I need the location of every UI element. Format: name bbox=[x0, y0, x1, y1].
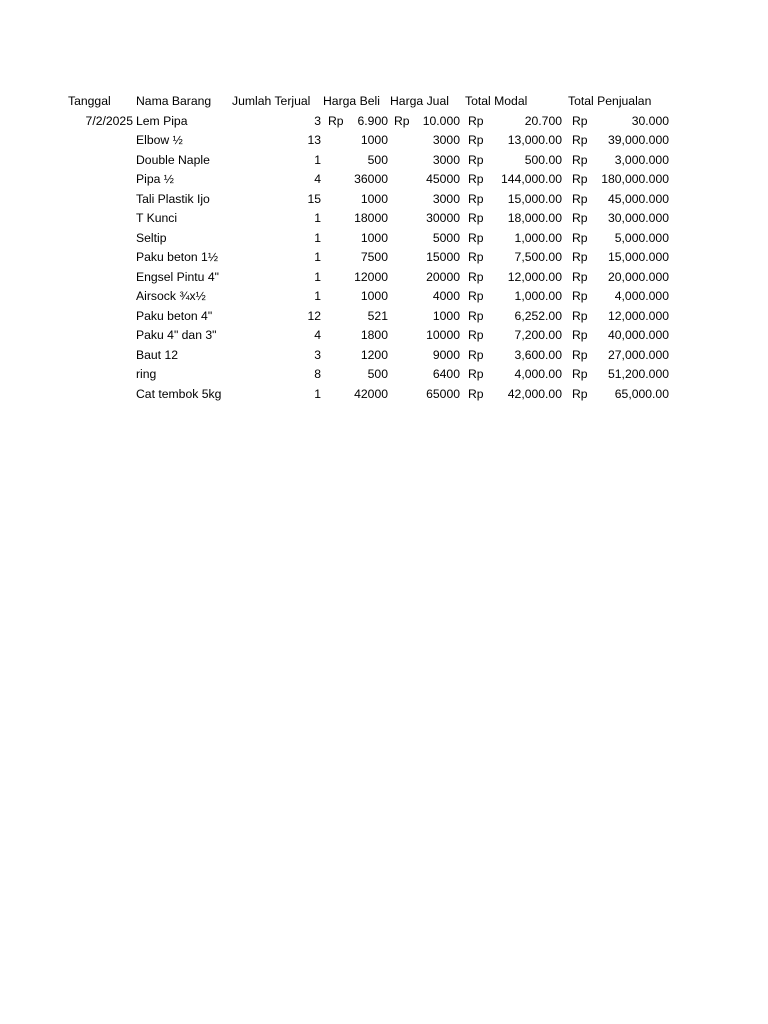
cell-jumlah-terjual: 4 bbox=[314, 328, 321, 342]
cell-total-modal: 1,000.00 bbox=[514, 230, 562, 245]
cell-total-modal: 6,252.00 bbox=[514, 308, 562, 323]
cell-currency-penjualan: Rp bbox=[572, 113, 588, 128]
cell-nama-barang: Lem Pipa bbox=[136, 113, 188, 128]
cell-nama-barang: Paku beton 1½ bbox=[136, 250, 218, 264]
cell-currency-modal: Rp bbox=[468, 289, 484, 303]
cell-currency-penjualan: Rp bbox=[572, 133, 588, 147]
cell-harga-jual: 15000 bbox=[426, 250, 460, 264]
cell-total-modal: 4,000.00 bbox=[514, 367, 562, 381]
cell-total-modal: 42,000.00 bbox=[507, 386, 562, 401]
cell-nama-barang: Seltip bbox=[136, 230, 167, 245]
table-row bbox=[0, 190, 768, 210]
cell-harga-beli: 6.900 bbox=[357, 113, 388, 128]
cell-total-penjualan: 180,000.000 bbox=[601, 172, 669, 186]
cell-currency-penjualan: Rp bbox=[572, 328, 588, 342]
cell-currency-penjualan: Rp bbox=[572, 347, 588, 362]
cell-nama-barang: ring bbox=[136, 367, 157, 381]
header-nama-barang: Nama Barang bbox=[136, 94, 212, 108]
cell-total-penjualan: 12,000.000 bbox=[608, 308, 669, 323]
cell-jumlah-terjual: 4 bbox=[314, 172, 321, 186]
cell-harga-beli: 18000 bbox=[354, 211, 388, 225]
cell-currency-modal: Rp bbox=[468, 269, 484, 284]
cell-currency-beli: Rp bbox=[328, 113, 344, 128]
cell-total-penjualan: 51,200.000 bbox=[608, 367, 669, 381]
cell-total-penjualan: 15,000.000 bbox=[608, 250, 669, 264]
cell-currency-modal: Rp bbox=[468, 113, 484, 128]
table-row bbox=[0, 229, 768, 249]
table-row bbox=[0, 170, 768, 190]
cell-jumlah-terjual: 1 bbox=[314, 230, 321, 245]
cell-harga-jual: 9000 bbox=[432, 347, 460, 362]
cell-total-penjualan: 5,000.000 bbox=[614, 230, 669, 245]
cell-jumlah-terjual: 15 bbox=[307, 191, 321, 206]
cell-harga-jual: 10.000 bbox=[422, 113, 460, 128]
header-total-penjualan: Total Penjualan bbox=[568, 94, 652, 108]
header-harga-jual: Harga Jual bbox=[390, 94, 449, 108]
cell-harga-beli: 1000 bbox=[360, 133, 388, 147]
cell-currency-penjualan: Rp bbox=[572, 308, 588, 323]
cell-total-modal: 20.700 bbox=[524, 113, 562, 128]
cell-nama-barang: Paku 4" dan 3" bbox=[136, 328, 217, 342]
cell-currency-modal: Rp bbox=[468, 347, 484, 362]
sales-table bbox=[0, 92, 768, 404]
cell-harga-jual: 3000 bbox=[432, 133, 460, 147]
cell-currency-modal: Rp bbox=[468, 230, 484, 245]
cell-total-modal: 13,000.00 bbox=[507, 133, 562, 147]
table-row bbox=[0, 307, 768, 327]
cell-nama-barang: Cat tembok 5kg bbox=[136, 386, 222, 401]
cell-harga-jual: 4000 bbox=[432, 289, 460, 303]
cell-harga-beli: 1000 bbox=[360, 289, 388, 303]
cell-harga-beli: 500 bbox=[367, 152, 388, 167]
cell-nama-barang: Engsel Pintu 4" bbox=[136, 269, 219, 284]
table-row bbox=[0, 346, 768, 366]
cell-jumlah-terjual: 3 bbox=[314, 113, 321, 128]
cell-harga-jual: 5000 bbox=[432, 230, 460, 245]
table-row bbox=[0, 365, 768, 385]
cell-harga-jual: 3000 bbox=[432, 191, 460, 206]
cell-jumlah-terjual: 1 bbox=[314, 211, 321, 225]
cell-currency-penjualan: Rp bbox=[572, 367, 588, 381]
cell-total-penjualan: 4,000.000 bbox=[614, 289, 669, 303]
cell-harga-jual: 3000 bbox=[432, 152, 460, 167]
cell-harga-beli: 36000 bbox=[354, 172, 388, 186]
cell-total-modal: 1,000.00 bbox=[514, 289, 562, 303]
cell-jumlah-terjual: 1 bbox=[314, 250, 321, 264]
cell-harga-jual: 30000 bbox=[426, 211, 460, 225]
cell-harga-beli: 12000 bbox=[354, 269, 388, 284]
cell-total-modal: 500.00 bbox=[524, 152, 562, 167]
cell-total-modal: 15,000.00 bbox=[507, 191, 562, 206]
cell-jumlah-terjual: 3 bbox=[314, 347, 321, 362]
cell-harga-beli: 1000 bbox=[360, 191, 388, 206]
cell-total-penjualan: 30.000 bbox=[631, 113, 669, 128]
cell-total-modal: 3,600.00 bbox=[514, 347, 562, 362]
cell-jumlah-terjual: 1 bbox=[314, 152, 321, 167]
cell-total-penjualan: 45,000.000 bbox=[608, 191, 669, 206]
cell-currency-modal: Rp bbox=[468, 133, 484, 147]
cell-total-penjualan: 30,000.000 bbox=[608, 211, 669, 225]
cell-harga-beli: 7500 bbox=[360, 250, 388, 264]
table-row bbox=[0, 268, 768, 288]
cell-currency-modal: Rp bbox=[468, 211, 484, 225]
cell-harga-beli: 521 bbox=[367, 308, 388, 323]
cell-harga-jual: 45000 bbox=[426, 172, 460, 186]
cell-total-penjualan: 20,000.000 bbox=[608, 269, 669, 284]
table-row bbox=[0, 209, 768, 229]
cell-currency-penjualan: Rp bbox=[572, 386, 588, 401]
cell-currency-modal: Rp bbox=[468, 386, 484, 401]
cell-currency-penjualan: Rp bbox=[572, 230, 588, 245]
cell-total-penjualan: 39,000.000 bbox=[608, 133, 669, 147]
table-row bbox=[0, 151, 768, 171]
cell-harga-beli: 1000 bbox=[360, 230, 388, 245]
cell-currency-penjualan: Rp bbox=[572, 172, 588, 186]
cell-total-modal: 7,500.00 bbox=[514, 250, 562, 264]
cell-harga-beli: 1200 bbox=[360, 347, 388, 362]
table-body bbox=[0, 112, 768, 405]
header-tanggal: Tanggal bbox=[68, 94, 111, 108]
cell-currency-penjualan: Rp bbox=[572, 191, 588, 206]
cell-nama-barang: Pipa ½ bbox=[136, 172, 174, 186]
cell-currency-modal: Rp bbox=[468, 328, 484, 342]
cell-currency-modal: Rp bbox=[468, 172, 484, 186]
cell-currency-modal: Rp bbox=[468, 308, 484, 323]
table-row bbox=[0, 131, 768, 151]
cell-currency-penjualan: Rp bbox=[572, 289, 588, 303]
cell-currency-penjualan: Rp bbox=[572, 250, 588, 264]
cell-harga-beli: 500 bbox=[367, 367, 388, 381]
cell-currency-penjualan: Rp bbox=[572, 211, 588, 225]
table-row bbox=[0, 326, 768, 346]
cell-jumlah-terjual: 12 bbox=[307, 308, 321, 323]
cell-total-penjualan: 3,000.000 bbox=[614, 152, 669, 167]
table-row bbox=[0, 112, 768, 132]
cell-currency-modal: Rp bbox=[468, 152, 484, 167]
cell-jumlah-terjual: 1 bbox=[314, 269, 321, 284]
cell-tanggal: 7/2/2025 bbox=[85, 113, 133, 128]
cell-jumlah-terjual: 1 bbox=[314, 386, 321, 401]
cell-nama-barang: Double Naple bbox=[136, 152, 210, 167]
header-harga-beli: Harga Beli bbox=[323, 94, 380, 108]
cell-harga-jual: 65000 bbox=[426, 386, 460, 401]
cell-harga-beli: 1800 bbox=[360, 328, 388, 342]
cell-total-modal: 7,200.00 bbox=[514, 328, 562, 342]
cell-nama-barang: Elbow ½ bbox=[136, 133, 183, 147]
cell-currency-penjualan: Rp bbox=[572, 152, 588, 167]
table-row bbox=[0, 287, 768, 307]
cell-harga-jual: 1000 bbox=[432, 308, 460, 323]
cell-currency-penjualan: Rp bbox=[572, 269, 588, 284]
cell-currency-modal: Rp bbox=[468, 367, 484, 381]
cell-total-penjualan: 27,000.000 bbox=[608, 347, 669, 362]
cell-harga-jual: 10000 bbox=[426, 328, 460, 342]
cell-total-modal: 12,000.00 bbox=[507, 269, 562, 284]
cell-nama-barang: Tali Plastik Ijo bbox=[136, 191, 210, 206]
cell-total-penjualan: 40,000.000 bbox=[608, 328, 669, 342]
header-jumlah-terjual: Jumlah Terjual bbox=[232, 94, 311, 108]
cell-total-modal: 18,000.00 bbox=[507, 211, 562, 225]
cell-currency-modal: Rp bbox=[468, 250, 484, 264]
cell-jumlah-terjual: 13 bbox=[307, 133, 321, 147]
header-total-modal: Total Modal bbox=[465, 94, 528, 108]
cell-harga-jual: 20000 bbox=[426, 269, 460, 284]
cell-nama-barang: Baut 12 bbox=[136, 347, 179, 362]
table-row bbox=[0, 248, 768, 268]
cell-jumlah-terjual: 8 bbox=[314, 367, 321, 381]
cell-currency-modal: Rp bbox=[468, 191, 484, 206]
header-row bbox=[0, 92, 768, 112]
cell-jumlah-terjual: 1 bbox=[314, 289, 321, 303]
cell-nama-barang: Paku beton 4" bbox=[136, 308, 213, 323]
cell-total-penjualan: 65,000.00 bbox=[614, 386, 669, 401]
cell-nama-barang: Airsock ¾x½ bbox=[136, 289, 206, 303]
cell-harga-beli: 42000 bbox=[354, 386, 388, 401]
cell-harga-jual: 6400 bbox=[432, 367, 460, 381]
cell-currency-jual: Rp bbox=[394, 113, 410, 128]
table-row bbox=[0, 385, 768, 405]
cell-nama-barang: T Kunci bbox=[136, 211, 178, 225]
cell-total-modal: 144,000.00 bbox=[501, 172, 562, 186]
